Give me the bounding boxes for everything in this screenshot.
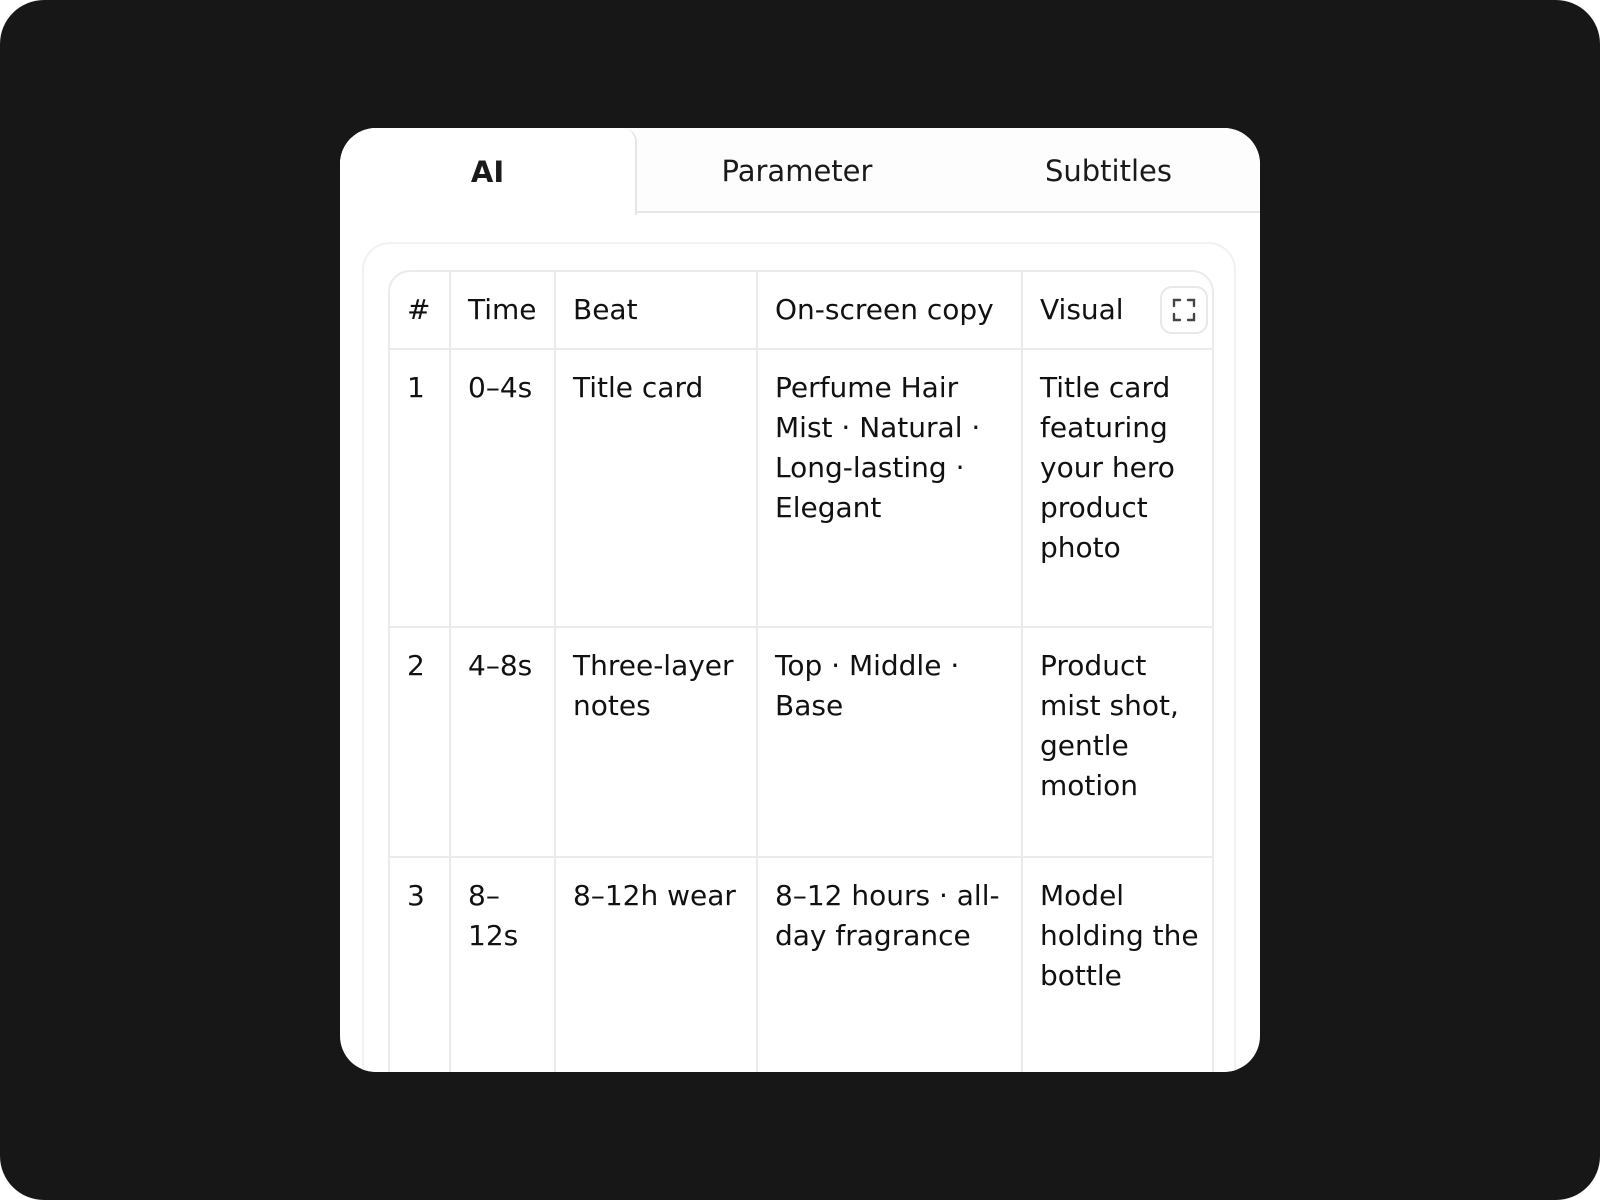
- column-header-visual-label: Visual: [1040, 293, 1124, 326]
- tab-parameter[interactable]: Parameter: [721, 153, 873, 188]
- expand-icon: [1172, 298, 1196, 322]
- expand-table-button[interactable]: [1160, 286, 1208, 334]
- cell-beat: Three-layer notes: [555, 627, 757, 857]
- cell-time: 8–12s: [450, 857, 555, 1072]
- storyboard-card: [362, 242, 1236, 1072]
- table-row: [390, 627, 1214, 857]
- cell-copy: Top · Middle · Base: [757, 627, 1022, 857]
- column-header-beat: Beat: [555, 272, 757, 349]
- storyboard-table: [390, 272, 1214, 1072]
- cell-number: 3: [390, 857, 450, 1072]
- table-row: [390, 857, 1214, 1072]
- script-panel: [340, 128, 1260, 1072]
- cell-time: 4–8s: [450, 627, 555, 857]
- column-header-copy: On-screen copy: [757, 272, 1022, 349]
- cell-visual: Title card featuring your hero product photo: [1022, 349, 1214, 627]
- tab-bar: [340, 128, 1260, 213]
- cell-number: 1: [390, 349, 450, 627]
- table-header-row: [390, 272, 1214, 349]
- storyboard-table-container: [388, 270, 1214, 1072]
- cell-copy: 8–12 hours · all-day fragrance: [757, 857, 1022, 1072]
- column-header-visual: [1022, 272, 1214, 349]
- tab-subtitles[interactable]: Subtitles: [1044, 153, 1172, 188]
- column-header-number: #: [390, 272, 450, 349]
- cell-beat: 8–12h wear: [555, 857, 757, 1072]
- cell-visual: Product mist shot, gentle motion: [1022, 627, 1214, 857]
- cell-visual: Model holding the bottle: [1022, 857, 1214, 1072]
- cell-time: 0–4s: [450, 349, 555, 627]
- column-header-time: Time: [450, 272, 555, 349]
- cell-copy: Perfume Hair Mist · Natural · Long-lasting · Elegant: [757, 349, 1022, 627]
- table-row: [390, 349, 1214, 627]
- cell-number: 2: [390, 627, 450, 857]
- tab-ai[interactable]: AI: [340, 128, 637, 215]
- cell-beat: Title card: [555, 349, 757, 627]
